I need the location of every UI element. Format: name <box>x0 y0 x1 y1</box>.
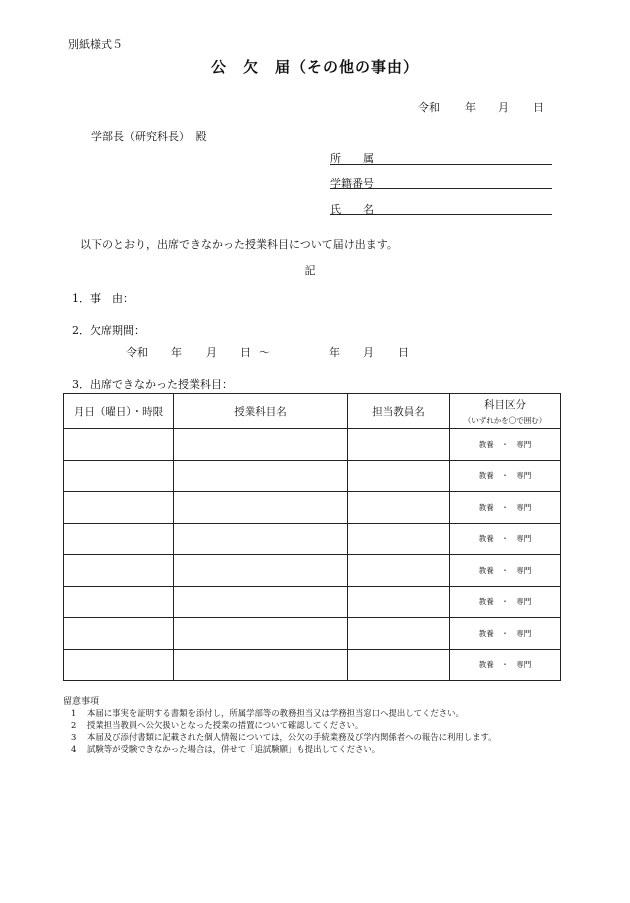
period-heading: 2．欠席期間： <box>72 324 145 337</box>
date-period-cell[interactable] <box>64 618 174 650</box>
date-month: 月 <box>498 101 509 114</box>
intro-text: 以下のとおり，出席できなかった授業科目について届け出ます。 <box>80 238 398 251</box>
category-cell[interactable]: 教養 ・ 専門 <box>450 523 561 555</box>
form-label: 別紙様式５ <box>68 38 123 51</box>
date-period-cell[interactable] <box>64 649 174 681</box>
note-item <box>71 731 497 743</box>
name-label: 氏 名 <box>330 203 374 216</box>
subjects-table <box>63 393 561 681</box>
affiliation-field[interactable] <box>330 164 552 165</box>
table-row <box>64 429 561 461</box>
note-item <box>71 719 363 731</box>
period-year: 年 <box>171 346 182 359</box>
table-row <box>64 586 561 618</box>
affiliation-label: 所 属 <box>330 152 374 165</box>
note-text: 試験等が受験できなかった場合は，併せて「追試験願」も提出してください。 <box>87 744 381 754</box>
period-day-end: 日 <box>398 346 409 359</box>
reason-heading: 1．事 由： <box>72 292 134 305</box>
header-date-period: 月日（曜日）・時限 <box>64 394 174 429</box>
student-id-label: 学籍番号 <box>330 177 374 190</box>
page-title: 公 欠 届（その他の事由） <box>210 58 419 76</box>
date-period-cell[interactable] <box>64 429 174 461</box>
category-cell[interactable]: 教養 ・ 専門 <box>450 492 561 524</box>
subject-name-cell[interactable] <box>174 429 348 461</box>
subject-name-cell[interactable] <box>174 460 348 492</box>
instructor-cell[interactable] <box>348 649 450 681</box>
header-category <box>450 394 561 429</box>
date-period-cell[interactable] <box>64 492 174 524</box>
note-item <box>71 743 380 755</box>
note-text: 授業担当教員へ公欠扱いとなった授業の措置について確認してください。 <box>87 720 364 730</box>
note-item <box>71 707 464 719</box>
period-month-end: 月 <box>363 346 374 359</box>
category-cell[interactable]: 教養 ・ 専門 <box>450 429 561 461</box>
table-row <box>64 523 561 555</box>
date-era: 令和 <box>418 101 440 114</box>
note-text: 本届に事実を証明する書類を添付し，所属学部等の教務担当又は学務担当窓口へ提出してください。 <box>87 708 464 718</box>
header-instructor: 担当教員名 <box>348 394 450 429</box>
date-year: 年 <box>465 101 476 114</box>
header-category-label: 科目区分 <box>484 398 526 411</box>
date-period-cell[interactable] <box>64 460 174 492</box>
ki-heading: 記 <box>304 264 316 277</box>
instructor-cell[interactable] <box>348 523 450 555</box>
addressee: 学部長（研究科長） 殿 <box>91 130 207 143</box>
instructor-cell[interactable] <box>348 429 450 461</box>
period-year-end: 年 <box>329 346 340 359</box>
category-cell[interactable]: 教養 ・ 専門 <box>450 460 561 492</box>
student-id-field[interactable] <box>330 188 552 189</box>
date-period-cell[interactable] <box>64 555 174 587</box>
category-cell[interactable]: 教養 ・ 専門 <box>450 555 561 587</box>
notes-title: 留意事項 <box>63 697 100 707</box>
subjects-heading: 3．出席できなかった授業科目： <box>72 378 233 391</box>
table-row <box>64 618 561 650</box>
name-field[interactable] <box>330 214 552 215</box>
period-day: 日 <box>240 346 251 359</box>
header-category-note: （いずれかを〇で囲む） <box>463 415 547 425</box>
table-row <box>64 492 561 524</box>
category-cell[interactable]: 教養 ・ 専門 <box>450 649 561 681</box>
instructor-cell[interactable] <box>348 555 450 587</box>
table-row <box>64 649 561 681</box>
period-era: 令和 <box>126 346 148 359</box>
header-subject-name: 授業科目名 <box>174 394 348 429</box>
note-number: 2 <box>71 720 77 730</box>
period-tilde: 〜 <box>259 346 270 359</box>
instructor-cell[interactable] <box>348 492 450 524</box>
table-row <box>64 460 561 492</box>
table-row <box>64 555 561 587</box>
category-cell[interactable]: 教養 ・ 専門 <box>450 618 561 650</box>
subject-name-cell[interactable] <box>174 492 348 524</box>
subject-name-cell[interactable] <box>174 523 348 555</box>
subject-name-cell[interactable] <box>174 555 348 587</box>
instructor-cell[interactable] <box>348 618 450 650</box>
date-period-cell[interactable] <box>64 586 174 618</box>
subject-name-cell[interactable] <box>174 649 348 681</box>
date-period-cell[interactable] <box>64 523 174 555</box>
period-month: 月 <box>206 346 217 359</box>
date-day: 日 <box>533 101 544 114</box>
instructor-cell[interactable] <box>348 586 450 618</box>
note-number: 4 <box>71 744 77 754</box>
subject-name-cell[interactable] <box>174 586 348 618</box>
category-cell[interactable]: 教養 ・ 専門 <box>450 586 561 618</box>
instructor-cell[interactable] <box>348 460 450 492</box>
table-header-row <box>64 394 561 429</box>
note-number: 1 <box>71 708 77 718</box>
subject-name-cell[interactable] <box>174 618 348 650</box>
note-text: 本届及び添付書類に記載された個人情報については，公欠の手続業務及び学内関係者への報告に利用します。 <box>87 732 497 742</box>
note-number: 3 <box>71 732 77 742</box>
